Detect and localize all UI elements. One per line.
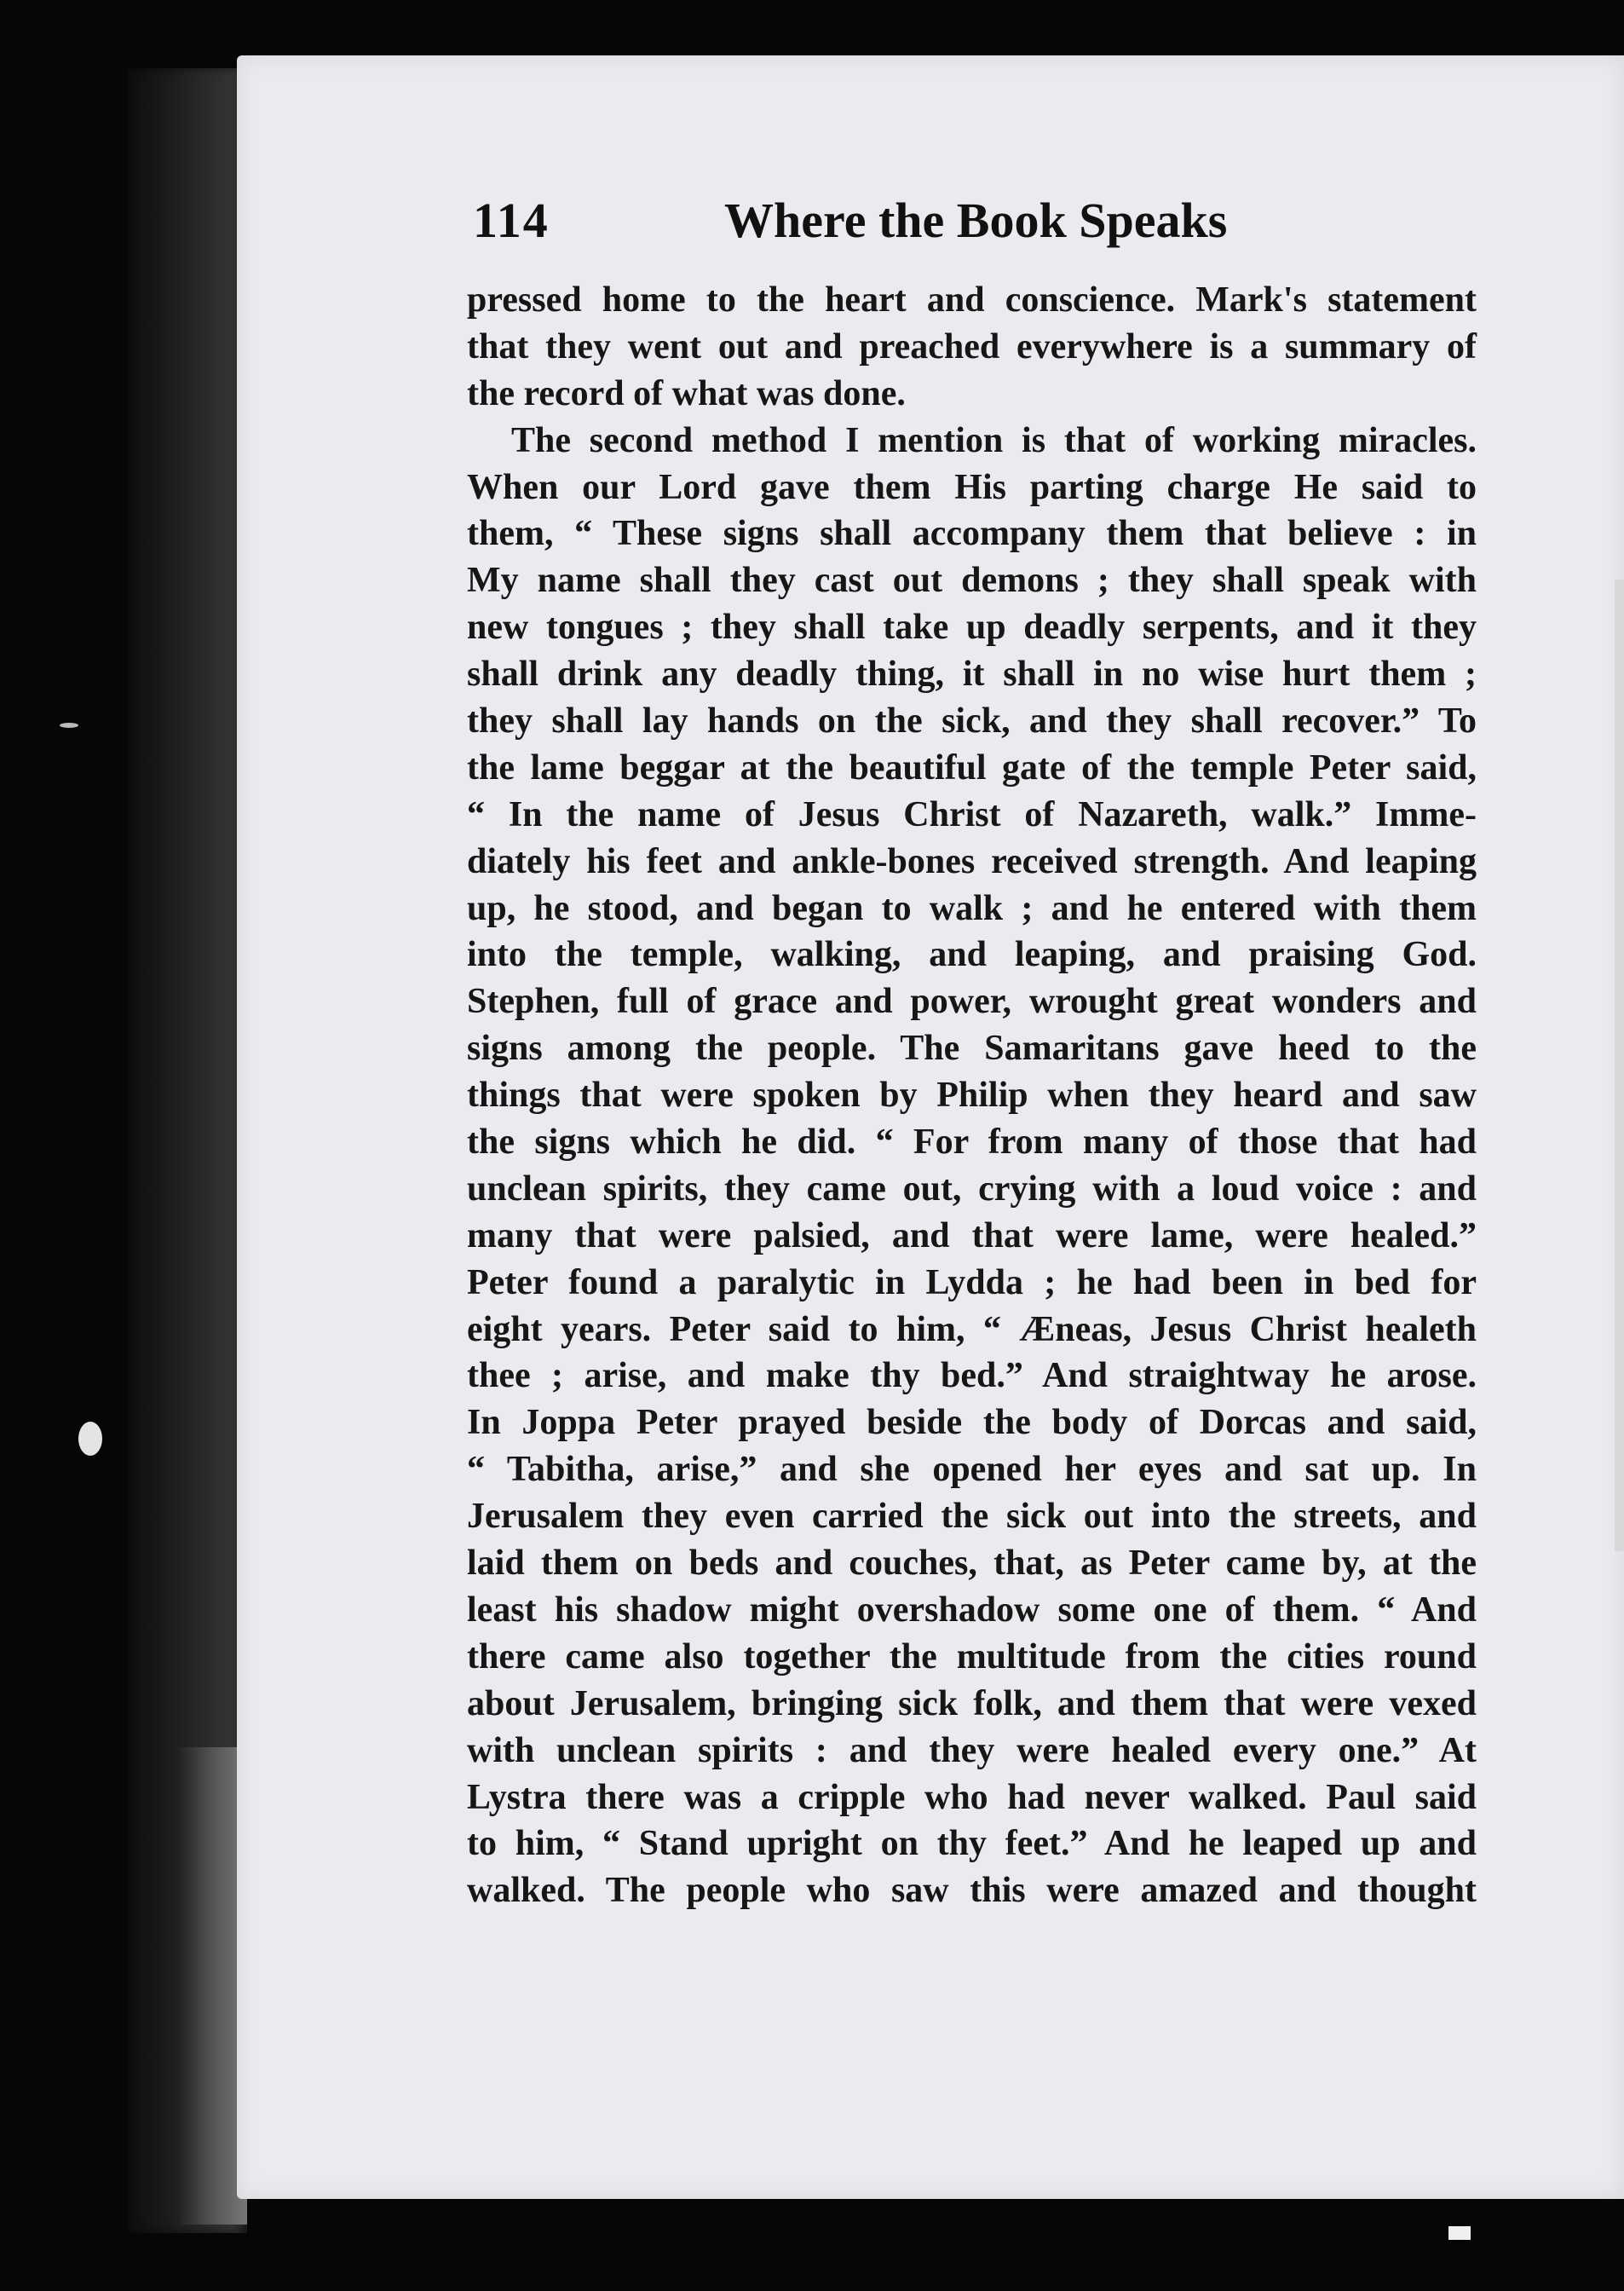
scan-speck <box>78 1422 102 1456</box>
text-line: In Joppa Peter prayed beside the body of Dorcas and said, <box>467 1403 1477 1443</box>
text-line: there came also together the multitude from the cities round <box>467 1636 1477 1676</box>
text-line: with unclean spirits : and they were healed every one.” At <box>467 1730 1477 1770</box>
text-line: up, he stood, and began to walk ; and he entered with them <box>467 888 1477 928</box>
page-edge <box>1615 580 1624 1551</box>
text-line: The second method I mention is that of working miracles. <box>511 420 1477 460</box>
text-line: them, “ These signs shall accompany them that believe : in <box>467 514 1477 554</box>
text-line: When our Lord gave them His parting charge He said to <box>467 467 1477 507</box>
text-line: My name shall they cast out demons ; they shall speak with <box>467 561 1477 601</box>
text-line: “ In the name of Jesus Christ of Nazareth, walk.” Imme- <box>467 794 1477 834</box>
text-line: new tongues ; they shall take up deadly serpents, and it they <box>467 608 1477 648</box>
body-text <box>467 277 1477 1914</box>
text-line: Jerusalem they even carried the sick out into the streets, and <box>467 1497 1477 1537</box>
text-line: they shall lay hands on the sick, and they shall recover.” To <box>467 701 1477 742</box>
text-line: many that were palsied, and that were lame, were healed.” <box>467 1215 1477 1255</box>
text-line: to him, “ Stand upright on thy feet.” And he leaped up and <box>467 1824 1477 1864</box>
scan-speck <box>1448 2226 1471 2240</box>
text-line: Peter found a paralytic in Lydda ; he had been in bed for <box>467 1262 1477 1302</box>
text-line: about Jerusalem, bringing sick folk, and them that were vexed <box>467 1683 1477 1723</box>
text-line: walked. The people who saw this were amazed and thought <box>467 1871 1477 1911</box>
text-line: the record of what was done. <box>467 373 906 413</box>
running-title: Where the Book Speaks <box>724 193 1228 248</box>
text-line: signs among the people. The Samaritans gave heed to the <box>467 1029 1477 1069</box>
page-number: 114 <box>473 193 550 248</box>
running-header <box>473 192 1240 260</box>
text-line: thee ; arise, and make thy bed.” And straightway he arose. <box>467 1356 1477 1396</box>
text-line: unclean spirits, they came out, crying with a loud voice : and <box>467 1169 1477 1209</box>
text-line: laid them on beds and couches, that, as Peter came by, at the <box>467 1544 1477 1584</box>
text-line: eight years. Peter said to him, “ Æneas, Jesus Christ healeth <box>467 1309 1477 1349</box>
text-line: Stephen, full of grace and power, wrought great wonders and <box>467 982 1477 1022</box>
scan-speck <box>60 723 78 728</box>
text-line: into the temple, walking, and leaping, and praising God. <box>467 935 1477 975</box>
text-line: least his shadow might overshadow some one of them. “ And <box>467 1590 1477 1630</box>
text-line: diately his feet and ankle-bones received strength. And leaping <box>467 841 1477 881</box>
text-line: pressed home to the heart and conscience. Mark's statement <box>467 280 1477 320</box>
text-line: things that were spoken by Philip when they heard and saw <box>467 1076 1477 1116</box>
text-line: the lame beggar at the beautiful gate of the temple Peter said, <box>467 747 1477 788</box>
text-line: “ Tabitha, arise,” and she opened her eyes and sat up. In <box>467 1450 1477 1490</box>
text-line: that they went out and preached everywhere is a summary of <box>467 326 1477 366</box>
text-line: the signs which he did. “ For from many of those that had <box>467 1122 1477 1163</box>
text-line: Lystra there was a cripple who had never walked. Paul said <box>467 1777 1477 1817</box>
text-line: shall drink any deadly thing, it shall in no wise hurt them ; <box>467 655 1477 695</box>
